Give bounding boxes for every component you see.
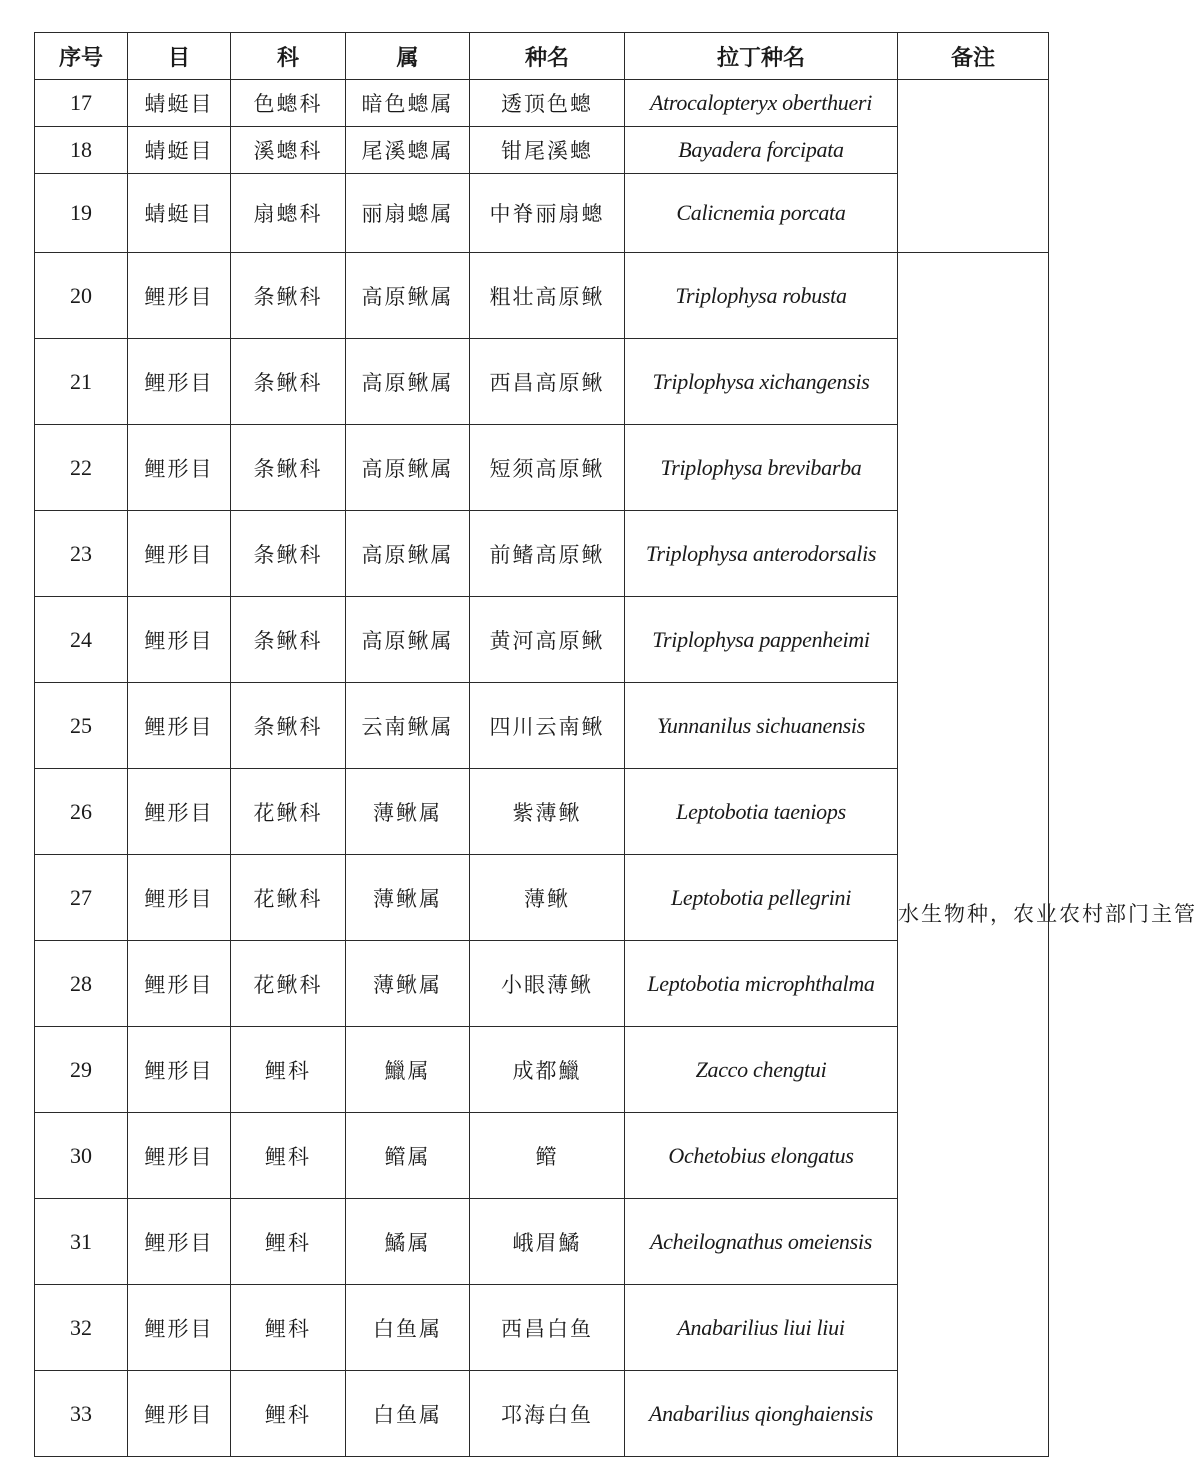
cell-latin-name: Zacco chengtui [625, 1027, 898, 1113]
header-species-name: 种名 [470, 33, 625, 80]
cell-family: 溪蟌科 [231, 127, 346, 174]
cell-family: 条鳅科 [231, 511, 346, 597]
cell-latin-name: Bayadera forcipata [625, 127, 898, 174]
table-row [35, 855, 1049, 941]
cell-species-name: 成都鱲 [470, 1027, 625, 1113]
header-row [35, 33, 1049, 80]
header-family: 科 [231, 33, 346, 80]
cell-order: 鲤形目 [128, 425, 231, 511]
cell-genus: 薄鳅属 [346, 855, 470, 941]
table-row [35, 174, 1049, 253]
cell-order: 鲤形目 [128, 1027, 231, 1113]
cell-order: 蜻蜓目 [128, 80, 231, 127]
table-row [35, 683, 1049, 769]
cell-family: 鲤科 [231, 1371, 346, 1457]
cell-order: 蜻蜓目 [128, 127, 231, 174]
cell-genus: 鳤属 [346, 1113, 470, 1199]
cell-index: 31 [35, 1199, 128, 1285]
cell-species-name: 西昌高原鳅 [470, 339, 625, 425]
header-order: 目 [128, 33, 231, 80]
table-row [35, 769, 1049, 855]
cell-index: 17 [35, 80, 128, 127]
table-row [35, 1113, 1049, 1199]
cell-remark-group1 [898, 80, 1049, 253]
cell-family: 花鳅科 [231, 769, 346, 855]
table-row [35, 425, 1049, 511]
cell-latin-name: Leptobotia pellegrini [625, 855, 898, 941]
cell-order: 鲤形目 [128, 769, 231, 855]
table-row [35, 80, 1049, 127]
table-row [35, 127, 1049, 174]
cell-index: 32 [35, 1285, 128, 1371]
cell-latin-name: Acheilognathus omeiensis [625, 1199, 898, 1285]
cell-index: 29 [35, 1027, 128, 1113]
cell-genus: 高原鳅属 [346, 511, 470, 597]
cell-genus: 薄鳅属 [346, 769, 470, 855]
cell-genus: 尾溪蟌属 [346, 127, 470, 174]
cell-index: 27 [35, 855, 128, 941]
cell-index: 21 [35, 339, 128, 425]
cell-family: 花鳅科 [231, 941, 346, 1027]
cell-species-name: 峨眉鱊 [470, 1199, 625, 1285]
cell-latin-name: Triplophysa robusta [625, 253, 898, 339]
cell-species-name: 透顶色蟌 [470, 80, 625, 127]
species-table [34, 32, 1197, 1457]
table-row [35, 941, 1049, 1027]
cell-species-name: 邛海白鱼 [470, 1371, 625, 1457]
cell-order: 鲤形目 [128, 941, 231, 1027]
cell-order: 鲤形目 [128, 1285, 231, 1371]
cell-genus: 高原鳅属 [346, 339, 470, 425]
cell-genus: 薄鳅属 [346, 941, 470, 1027]
cell-species-name: 四川云南鳅 [470, 683, 625, 769]
cell-order: 鲤形目 [128, 339, 231, 425]
table-row [35, 511, 1049, 597]
cell-latin-name: Triplophysa xichangensis [625, 339, 898, 425]
header-remark: 备注 [898, 33, 1049, 80]
cell-genus: 鱲属 [346, 1027, 470, 1113]
cell-family: 鲤科 [231, 1285, 346, 1371]
cell-family: 花鳅科 [231, 855, 346, 941]
cell-index: 23 [35, 511, 128, 597]
cell-latin-name: Leptobotia microphthalma [625, 941, 898, 1027]
cell-genus: 丽扇蟌属 [346, 174, 470, 253]
cell-latin-name: Calicnemia porcata [625, 174, 898, 253]
cell-index: 33 [35, 1371, 128, 1457]
cell-family: 条鳅科 [231, 339, 346, 425]
cell-species-name: 黄河高原鳅 [470, 597, 625, 683]
cell-order: 鲤形目 [128, 253, 231, 339]
cell-species-name: 粗壮高原鳅 [470, 253, 625, 339]
cell-genus: 暗色蟌属 [346, 80, 470, 127]
table-row [35, 1027, 1049, 1113]
remark-text: 水生物种，农业农村部门主管 [898, 902, 1197, 926]
cell-species-name: 中脊丽扇蟌 [470, 174, 625, 253]
cell-genus: 白鱼属 [346, 1371, 470, 1457]
cell-genus: 高原鳅属 [346, 597, 470, 683]
cell-order: 鲤形目 [128, 683, 231, 769]
cell-genus: 高原鳅属 [346, 253, 470, 339]
cell-order: 鲤形目 [128, 511, 231, 597]
cell-latin-name: Triplophysa pappenheimi [625, 597, 898, 683]
cell-latin-name: Triplophysa anterodorsalis [625, 511, 898, 597]
table-row [35, 597, 1049, 683]
cell-species-name: 钳尾溪蟌 [470, 127, 625, 174]
header-latin-name: 拉丁种名 [625, 33, 898, 80]
cell-family: 条鳅科 [231, 597, 346, 683]
cell-family: 鲤科 [231, 1113, 346, 1199]
cell-family: 扇蟌科 [231, 174, 346, 253]
cell-genus: 白鱼属 [346, 1285, 470, 1371]
cell-index: 30 [35, 1113, 128, 1199]
cell-order: 鲤形目 [128, 855, 231, 941]
cell-index: 24 [35, 597, 128, 683]
cell-genus: 鱊属 [346, 1199, 470, 1285]
cell-family: 条鳅科 [231, 683, 346, 769]
cell-latin-name: Ochetobius elongatus [625, 1113, 898, 1199]
cell-species-name: 西昌白鱼 [470, 1285, 625, 1371]
cell-genus: 云南鳅属 [346, 683, 470, 769]
cell-family: 条鳅科 [231, 425, 346, 511]
cell-family: 色蟌科 [231, 80, 346, 127]
header-genus: 属 [346, 33, 470, 80]
cell-order: 鲤形目 [128, 1199, 231, 1285]
cell-index: 19 [35, 174, 128, 253]
cell-index: 25 [35, 683, 128, 769]
cell-species-name: 鳤 [470, 1113, 625, 1199]
cell-order: 蜻蜓目 [128, 174, 231, 253]
cell-family: 鲤科 [231, 1199, 346, 1285]
cell-family: 鲤科 [231, 1027, 346, 1113]
cell-genus: 高原鳅属 [346, 425, 470, 511]
cell-family: 条鳅科 [231, 253, 346, 339]
cell-latin-name: Anabarilius liui liui [625, 1285, 898, 1371]
cell-index: 22 [35, 425, 128, 511]
cell-index: 28 [35, 941, 128, 1027]
cell-index: 26 [35, 769, 128, 855]
cell-remark-group2 [898, 253, 1197, 1457]
cell-index: 20 [35, 253, 128, 339]
cell-species-name: 短须高原鳅 [470, 425, 625, 511]
cell-species-name: 小眼薄鳅 [470, 941, 625, 1027]
cell-order: 鲤形目 [128, 1113, 231, 1199]
cell-latin-name: Atrocalopteryx oberthueri [625, 80, 898, 127]
table-row [35, 1371, 1049, 1457]
cell-index: 18 [35, 127, 128, 174]
cell-latin-name: Leptobotia taeniops [625, 769, 898, 855]
cell-species-name: 前鳍高原鳅 [470, 511, 625, 597]
cell-species-name: 薄鳅 [470, 855, 625, 941]
header-index: 序号 [35, 33, 128, 80]
cell-order: 鲤形目 [128, 597, 231, 683]
table-row [35, 1285, 1049, 1371]
cell-latin-name: Yunnanilus sichuanensis [625, 683, 898, 769]
table-row [35, 339, 1049, 425]
cell-order: 鲤形目 [128, 1371, 231, 1457]
cell-latin-name: Triplophysa brevibarba [625, 425, 898, 511]
cell-species-name: 紫薄鳅 [470, 769, 625, 855]
cell-latin-name: Anabarilius qionghaiensis [625, 1371, 898, 1457]
table-row [35, 1199, 1049, 1285]
table-row [35, 253, 1049, 339]
